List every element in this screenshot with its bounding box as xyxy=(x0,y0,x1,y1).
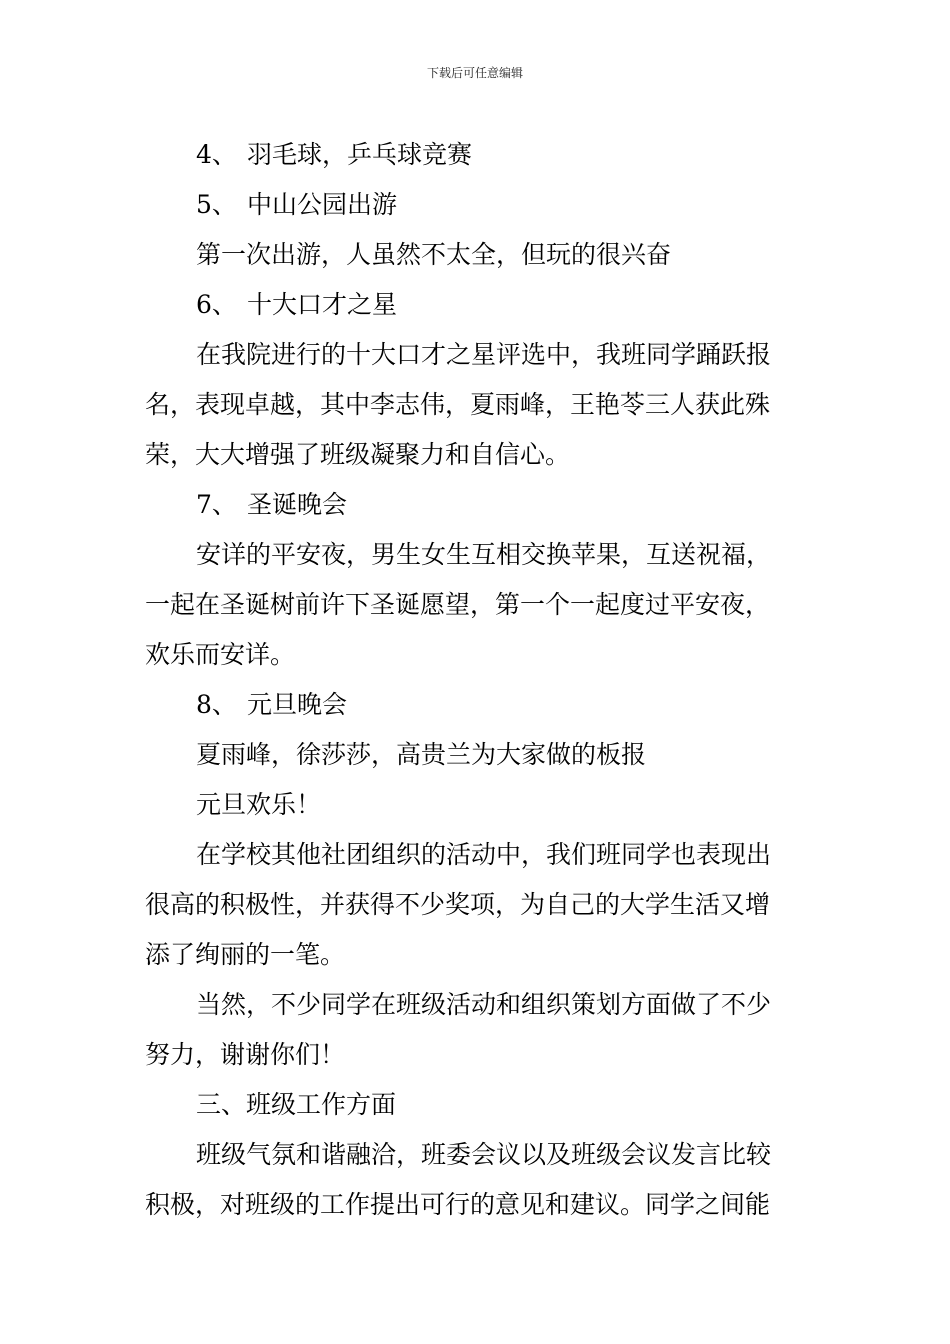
paragraph-christmas xyxy=(145,530,815,680)
list-item-title: 圣诞晚会 xyxy=(247,490,348,519)
paragraph-thanks xyxy=(145,980,815,1080)
list-item-title: 十大口才之星 xyxy=(247,290,398,319)
paragraph-line: 很高的积极性，并获得不少奖项，为自己的大学生活又增 xyxy=(145,890,771,919)
list-item-title: 中山公园出游 xyxy=(247,190,398,219)
page-header-note: 下载后可任意编辑 xyxy=(426,66,523,80)
paragraph-line: 荣，大大增强了班级凝聚力和自信心。 xyxy=(145,440,571,469)
list-item-5 xyxy=(145,180,815,230)
paragraph-line: 积极，对班级的工作提出可行的意见和建议。同学之间能 xyxy=(145,1190,771,1219)
paragraph-line: 安详的平安夜，男生女生互相交换苹果，互送祝福， xyxy=(196,540,772,569)
paragraph-class-work xyxy=(145,1130,815,1230)
list-item-number: 7、 xyxy=(196,490,237,519)
list-item-title: 元旦晚会 xyxy=(247,690,348,719)
paragraph-line: 在我院进行的十大口才之星评选中，我班同学踊跃报 xyxy=(196,340,772,369)
list-item-number: 8、 xyxy=(196,690,237,719)
paragraph-newyear-board: 夏雨峰，徐莎莎，高贵兰为大家做的板报 xyxy=(196,740,647,769)
paragraph-line: 当然，不少同学在班级活动和组织策划方面做了不少 xyxy=(196,990,772,1019)
paragraph-clubs xyxy=(145,830,815,980)
paragraph-line: 在学校其他社团组织的活动中，我们班同学也表现出 xyxy=(196,840,772,869)
list-item-number: 5、 xyxy=(196,190,237,219)
paragraph-eloquence xyxy=(145,330,815,480)
paragraph-line: 班级气氛和谐融洽，班委会议以及班级会议发言比较 xyxy=(196,1140,772,1169)
paragraph-line: 名，表现卓越，其中李志伟，夏雨峰，王艳苓三人获此殊 xyxy=(145,390,771,419)
section-heading: 三、班级工作方面 xyxy=(196,1090,397,1119)
list-item-title: 羽毛球，乒乓球竞赛 xyxy=(247,140,473,169)
paragraph-line: 欢乐而安详。 xyxy=(145,640,296,669)
paragraph-line: 努力，谢谢你们！ xyxy=(145,1040,346,1069)
list-item-8 xyxy=(145,680,815,730)
document-body xyxy=(145,130,815,1230)
list-item-number: 6、 xyxy=(196,290,237,319)
paragraph-line: 一起在圣诞树前许下圣诞愿望，第一个一起度过平安夜， xyxy=(145,590,771,619)
list-item-7 xyxy=(145,480,815,530)
paragraph-line: 添了绚丽的一笔。 xyxy=(145,940,346,969)
list-item-number: 4、 xyxy=(196,140,237,169)
list-item-6 xyxy=(145,280,815,330)
paragraph-outing: 第一次出游，人虽然不太全，但玩的很兴奋 xyxy=(196,240,672,269)
list-item-4 xyxy=(145,130,815,180)
paragraph-newyear-wish: 元旦欢乐！ xyxy=(196,790,322,819)
